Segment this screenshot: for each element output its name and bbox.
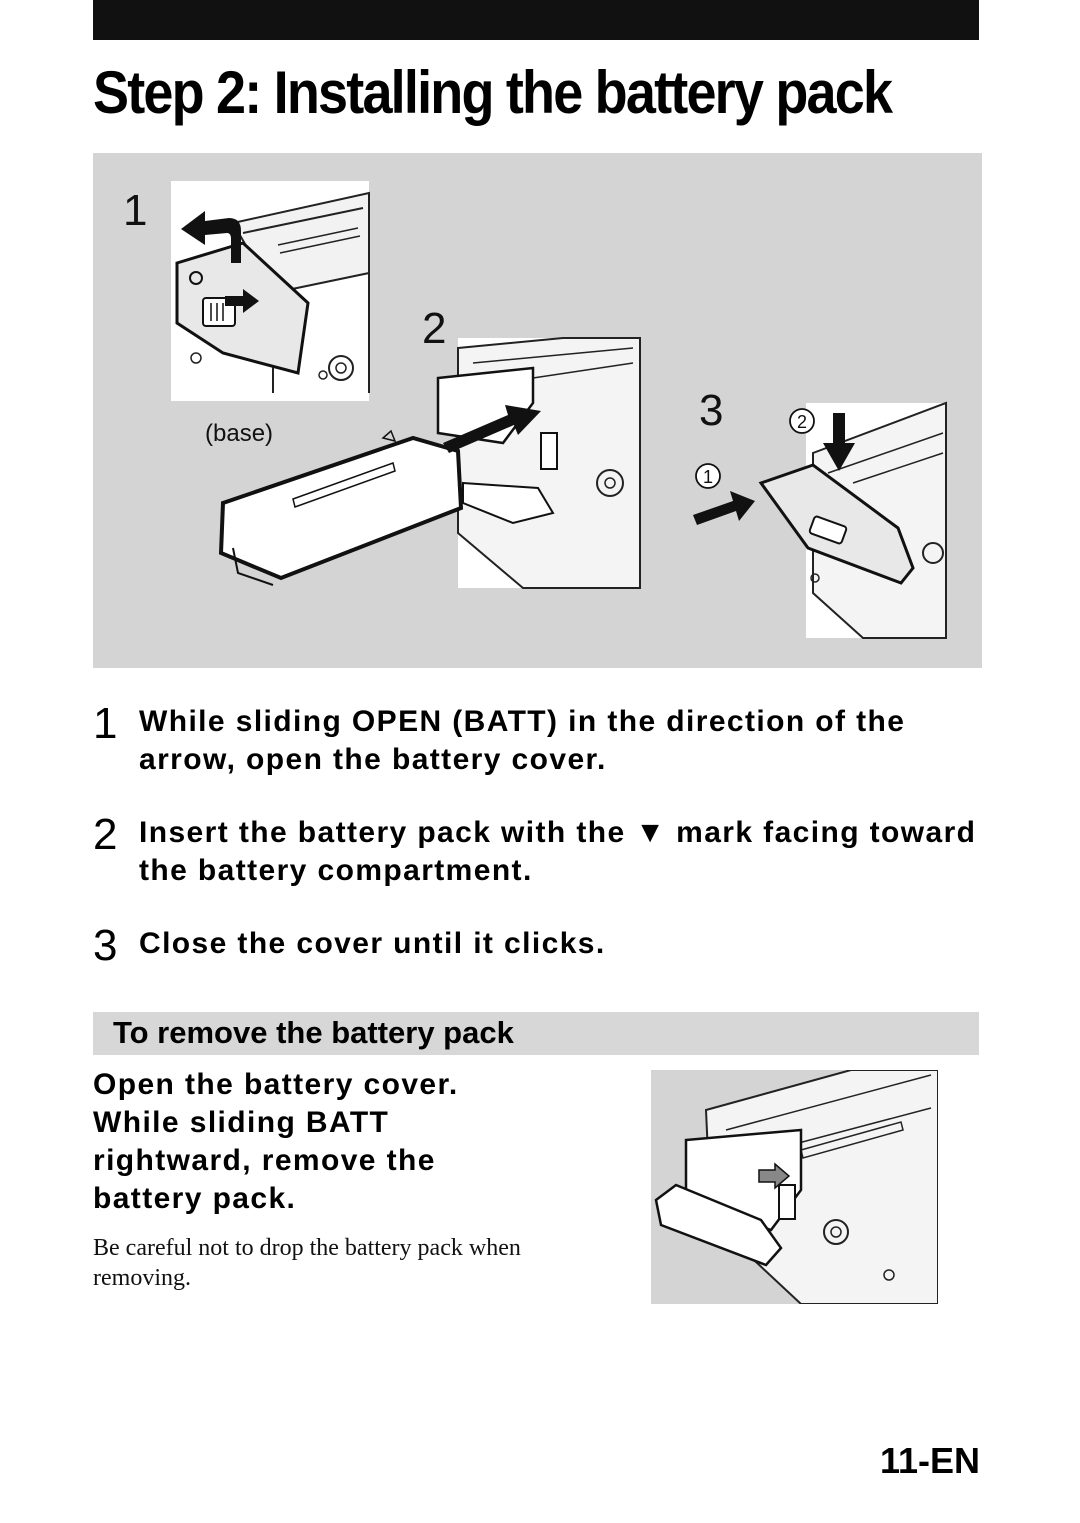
section-heading-bar (93, 1012, 979, 1055)
circled-number-1 (696, 464, 720, 488)
figure-step-label: 1 (123, 186, 148, 235)
step-text: Insert the battery pack with the ▼ mark facing toward the battery compartment. (139, 816, 977, 887)
removal-illustration (651, 1070, 938, 1304)
step-number: 3 (93, 921, 118, 970)
step-number: 2 (93, 810, 118, 859)
page-number: 11-EN (880, 1440, 981, 1481)
svg-text:1: 1 (702, 467, 714, 487)
top-bar (93, 0, 979, 40)
panel-3-close-cover (693, 403, 946, 638)
installation-figure (93, 153, 982, 668)
svg-text:2: 2 (796, 412, 808, 432)
circled-number-2 (790, 409, 814, 433)
removal-figure (651, 1070, 938, 1304)
step-text: Close the cover until it clicks. (139, 927, 606, 960)
base-label: (base) (205, 420, 274, 447)
figure-step-label: 3 (699, 386, 724, 435)
remove-note: Be careful not to drop the battery pack when removing. (93, 1235, 521, 1291)
step-number: 1 (93, 699, 118, 748)
step-text: While sliding OPEN (BATT) in the direction of the arrow, open the battery cover. (139, 705, 906, 776)
remove-instruction: Open the battery cover. While sliding BATT rightward, remove the battery pack. (93, 1068, 459, 1215)
section-heading: To remove the battery pack (113, 1015, 514, 1050)
page-title: Step 2: Installing the battery pack (93, 59, 892, 126)
installation-illustration (93, 153, 982, 668)
panel-1-camera-base (171, 181, 369, 401)
figure-step-label: 2 (422, 304, 447, 353)
